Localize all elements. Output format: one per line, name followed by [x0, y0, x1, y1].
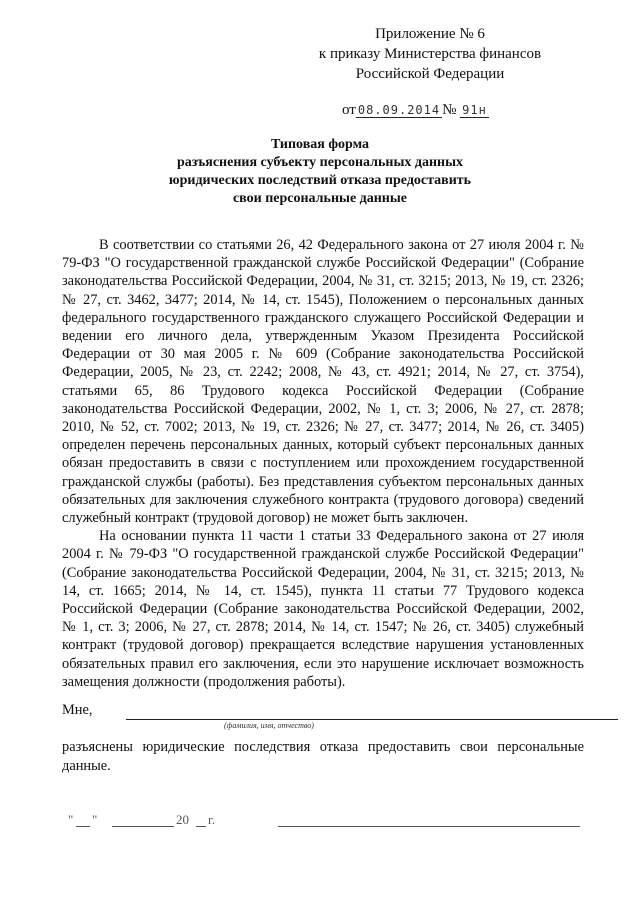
order-prefix: от: [342, 102, 356, 118]
name-fill-row: [62, 702, 584, 734]
title-line-3: юридических последствий отказа предоставить: [168, 173, 472, 188]
date-quote-open: ": [68, 812, 74, 827]
order-number-sign: №: [442, 102, 457, 118]
year-prefix: 20: [176, 812, 189, 827]
year-fill-line[interactable]: [196, 826, 206, 827]
appendix-number: Приложение № 6: [375, 26, 485, 42]
document-title: [120, 136, 520, 208]
paragraph-termination: На основании пункта 11 части 1 статьи 33 Федерального закона от 27 июля 2004 г. № 79-ФЗ "О государственной гражданской службе Российской Федерации" (Собрание законодательства Российской Федерации, 2004, № 31, ст. 3215; 2013, № 14, ст. 1665; 2014, № 14, ст. 1545), пункта 11 статьи 77 Трудового кодекса Российской Федерации (Собрание законодательства Российской Федерации, 2002, № 1, ст. 3; 2006, № 27, ст. 2878; 2014, № 14, ст. 1547; № 26, ст. 3405) служебный контракт (трудовой договор) прекращается вследствие нарушения установленных обязательных правил его заключения, если это нарушение исключает возможность замещения должности (продолжения работы).: [62, 528, 584, 690]
ministry-country: Российской Федерации: [355, 66, 505, 82]
date-quote-close: ": [92, 812, 98, 827]
order-number: 91н: [462, 103, 487, 117]
body-text: [62, 236, 584, 691]
acknowledgment-text: разъяснены юридические последствия отказа предоставить свои персональные данные.: [62, 739, 584, 774]
name-fill-hint: (фамилия, имя, отчество): [224, 721, 314, 730]
name-fill-label: Мне,: [62, 702, 93, 718]
title-line-1: Типовая форма: [270, 137, 370, 152]
appendix-header: [290, 24, 570, 84]
order-date: 08.09.2014: [357, 103, 441, 117]
year-suffix: г.: [208, 812, 216, 827]
order-date-number: [342, 102, 489, 119]
signature-fill-line[interactable]: [278, 826, 580, 827]
name-fill-line[interactable]: [126, 719, 618, 720]
date-signature-row: [68, 812, 588, 836]
day-fill-line[interactable]: [76, 826, 90, 827]
title-line-4: свои персональные данные: [232, 191, 408, 206]
month-fill-line[interactable]: [112, 826, 174, 827]
order-reference: к приказу Министерства финансов: [318, 46, 542, 62]
title-line-2: разъяснения субъекту персональных данных: [176, 155, 464, 170]
paragraph-legal-basis: В соответствии со статьями 26, 42 Федерального закона от 27 июля 2004 г. № 79-ФЗ "О государственной гражданской службе Российской Федерации" (Собрание законодательства Российской Федерации, 2004, № 31, ст. 3215; 2013, № 19, ст. 2326; № 27, ст. 3462, 3477; 2014, № 14, ст. 1545), Положением о персональных данных федерального государственного гражданского служащего Российской Федерации и ведении его личного дела, утвержденным Указом Президента Российской Федерации от 30 мая 2005 г. № 609 (Собрание законодательства Российской Федерации, 2005, № 23, ст. 2242; 2008, № 43, ст. 4921; 2014, № 27, ст. 3754), статьями 65, 86 Трудового кодекса Российской Федерации (Собрание законодательства Российской Федерации, 2002, № 1, ст. 3; 2006, № 27, ст. 2878; 2010, № 52, ст. 7002; 2013, № 19, ст. 2326; № 27, ст. 3477; 2014, № 26, ст. 3405) определен перечень персональных данных, который субъект персональных данных обязан предоставить в связи с поступлением или прохождением государственной гражданской службы (работы). Без представления субъектом персональных данных обязательных для заключения служебного контракта (трудового договора) сведений служебный контракт (трудовой договор) не может быть заключен.: [62, 237, 584, 527]
